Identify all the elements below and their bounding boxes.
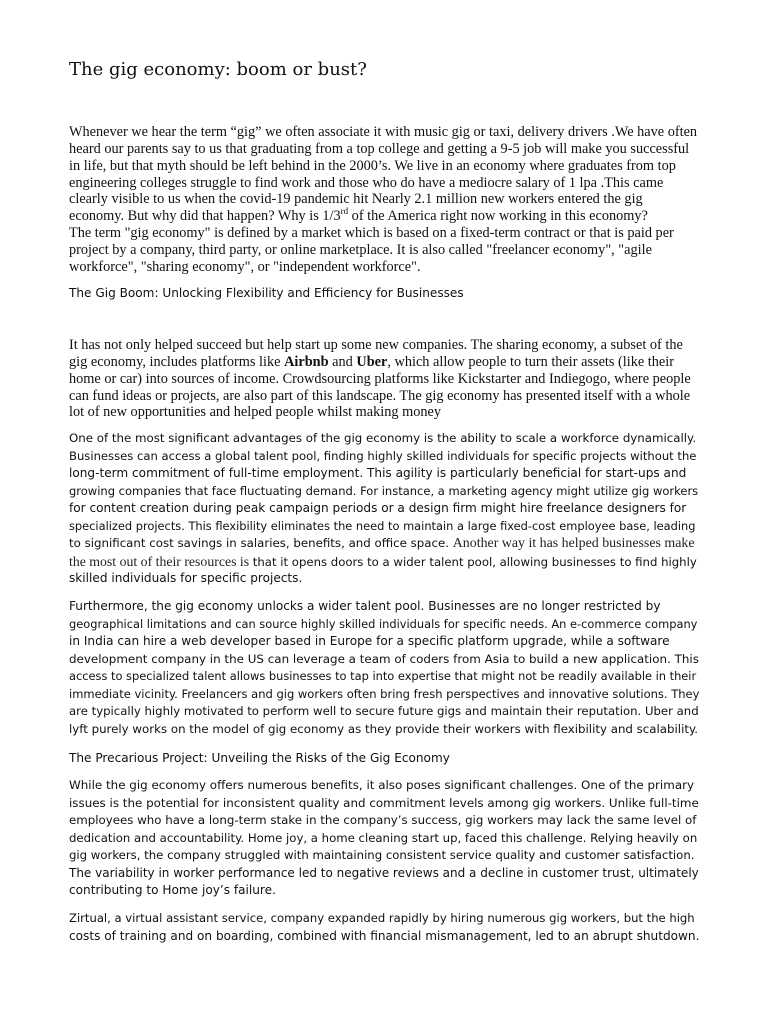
boom-paragraph — [69, 337, 699, 421]
talent-line: geographical limitations and can source highly skilled individuals for specific needs. An e-commerce company — [69, 616, 698, 631]
intro-line: Whenever we hear the term “gig” we often associate it with music gig or taxi, delivery drivers .We have often — [69, 124, 698, 140]
risks-paragraph — [69, 777, 699, 900]
advantages-paragraph — [69, 430, 699, 588]
document-title: The gig economy: boom or bust? — [69, 59, 367, 80]
boom-line: home or car) into sources of income. Crowdsourcing platforms like Kickstarter and Indiegogo, where people — [69, 370, 691, 387]
advantages-line: One of the most significant advantages of the gig economy is the ability to scale a workforce dynamically. — [69, 431, 697, 445]
talent-line: Furthermore, the gig economy unlocks a wider talent pool. Businesses are no longer restricted by — [69, 599, 661, 613]
intro-line: heard our parents say to us that graduating from a top college and getting a 9-5 job will make you successful — [69, 140, 690, 157]
boom-text: and — [328, 353, 357, 370]
boom-line: It has not only helped succeed but help start up some new companies. The sharing economy, a subset of the — [69, 337, 683, 353]
risks-line: contributing to Home joy’s failure. — [69, 883, 276, 898]
advantages-line — [69, 553, 699, 571]
intro-line: workforce", "sharing economy", or "independent workforce". — [69, 258, 421, 275]
advantages-serif-text: Another way it has helped businesses make — [452, 536, 695, 552]
risks-line: The variability in worker performance led to negative reviews and a decline in customer trust, ultimately — [69, 865, 699, 880]
advantages-serif-text: the most out of their resources is — [69, 553, 250, 569]
zirtual-line: costs of training and on boarding, combined with financial mismanagement, led to an abrupt shutdown. — [69, 928, 700, 943]
advantages-line: Businesses can access a global talent pool, finding highly skilled individuals for specific projects without the — [69, 448, 697, 463]
boom-text: gig economy, includes platforms like — [69, 353, 285, 370]
uber-bold: Uber — [356, 353, 388, 370]
talent-line: are typically highly motivated to perform well to secure future gigs and maintain their reputation. Uber and — [69, 704, 699, 719]
section-heading-boom: The Gig Boom: Unlocking Flexibility and Efficiency for Businesses — [69, 286, 464, 300]
advantages-line: growing companies that face fluctuating demand. For instance, a marketing agency might utilize gig workers — [69, 483, 699, 498]
intro-paragraph — [69, 124, 699, 276]
talent-paragraph — [69, 598, 699, 738]
risks-line: While the gig economy offers numerous benefits, it also poses significant challenges. One of the primary — [69, 778, 695, 792]
boom-line: can fund ideas or projects, are also part of this landscape. The gig economy has presented itself with a whole — [69, 387, 691, 404]
talent-line: access to specialized talent allows businesses to tap into expertise that might not be readily available in their — [69, 669, 697, 684]
intro-text: of the America right now working in this economy? — [348, 208, 648, 225]
airbnb-bold: Airbnb — [284, 353, 329, 370]
talent-line: lyft purely works on the model of gig economy as they provide their workers with flexibility and scalability. — [69, 721, 699, 736]
talent-line: in India can hire a web developer based in Europe for a specific platform upgrade, while a software — [69, 634, 670, 649]
talent-line: immediate vicinity. Freelancers and gig workers often bring fresh perspectives and innovative solutions. They — [69, 686, 700, 701]
risks-line: dedication and accountability. Home joy, a home cleaning start up, faced this challenge. Relying heavily on — [69, 830, 698, 845]
zirtual-line: Zirtual, a virtual assistant service, company expanded rapidly by hiring numerous gig workers, but the high — [69, 911, 695, 925]
advantages-line: specialized projects. This flexibility eliminates the need to maintain a large fixed-cost employee base, leading — [69, 518, 696, 533]
intro-line: clearly visible to us when the covid-19 pandemic hit Nearly 2.1 million new workers entered the gig — [69, 191, 643, 208]
section-heading-risks: The Precarious Project: Unveiling the Risks of the Gig Economy — [69, 751, 450, 765]
advantages-line: skilled individuals for specific projects. — [69, 571, 303, 586]
ordinal-superscript: rd — [340, 206, 349, 217]
intro-text: economy. But why did that happen? Why is 1/3 — [69, 208, 341, 225]
advantages-line — [69, 535, 699, 553]
boom-line — [69, 354, 699, 371]
risks-line: gig workers, the company struggled with maintaining consistent service quality and customer satisfaction. — [69, 848, 695, 863]
intro-line: engineering colleges struggle to find work and those who do have a mediocre salary of 1 lpa .This came — [69, 174, 664, 191]
advantages-text: that it opens doors to a wider talent pool, allowing businesses to find highly — [249, 554, 697, 569]
intro-line: The term "gig economy" is defined by a market which is based on a fixed-term contract or that is paid per — [69, 225, 674, 242]
intro-line — [69, 208, 699, 225]
talent-line: development company in the US can leverage a team of coders from Asia to build a new application. This — [69, 651, 699, 666]
zirtual-paragraph — [69, 910, 699, 945]
risks-line: employees who have a long-term stake in the company’s success, gig workers may lack the same level of — [69, 813, 697, 828]
advantages-text: to significant cost savings in salaries, benefits, and office space. — [69, 536, 453, 551]
advantages-line: for content creation during peak campaign periods or a design firm might hire freelance designers for — [69, 501, 687, 516]
risks-line: issues is the potential for inconsistent quality and commitment levels among gig workers. Unlike full-time — [69, 795, 699, 810]
advantages-line: long-term commitment of full-time employment. This agility is particularly beneficial for start-ups and — [69, 466, 687, 481]
intro-line: in life, but that myth should be left behind in the 2000’s. We live in an economy where graduates from top — [69, 157, 676, 174]
boom-text: , which allow people to turn their assets (like their — [387, 353, 675, 370]
boom-line: lot of new opportunities and helped people whilst making money — [69, 404, 442, 421]
intro-line: project by a company, third party, or online marketplace. It is also called "freelancer economy", "agile — [69, 241, 652, 258]
